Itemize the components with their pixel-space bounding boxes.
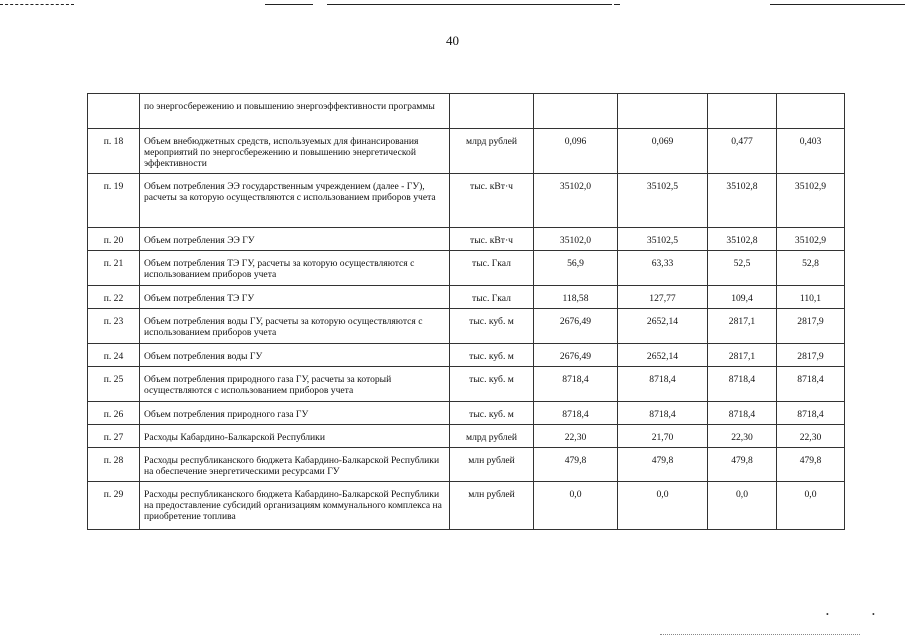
value-cell: 479,8	[708, 448, 777, 482]
value-cell: 127,77	[618, 286, 708, 309]
value-cell: 35102,8	[708, 228, 777, 251]
table-row	[88, 174, 845, 228]
page-number: 40	[446, 33, 459, 48]
header-rule	[614, 4, 620, 5]
value-cell: 35102,9	[777, 228, 845, 251]
unit-cell: тыс. кВт·ч	[450, 174, 534, 228]
table-row	[88, 251, 845, 286]
value-cell: 35102,8	[708, 174, 777, 228]
value-cell: 52,5	[708, 251, 777, 286]
row-number-cell: п. 22	[88, 286, 140, 309]
value-cell: 8718,4	[618, 367, 708, 402]
value-cell: 35102,9	[777, 174, 845, 228]
value-cell: 22,30	[777, 425, 845, 448]
value-cell: 0,0	[618, 482, 708, 530]
value-cell: 0,0	[534, 482, 618, 530]
value-cell: 110,1	[777, 286, 845, 309]
indicator-name-cell: Объем потребления воды ГУ, расчеты за которую осуществляются с использованием приборов учета	[140, 309, 450, 344]
unit-cell: млн рублей	[450, 482, 534, 530]
unit-cell: тыс. куб. м	[450, 309, 534, 344]
value-cell	[777, 94, 845, 129]
footer-rule	[660, 634, 860, 635]
value-cell: 8718,4	[777, 402, 845, 425]
row-number-cell: п. 24	[88, 344, 140, 367]
header-rule	[0, 4, 74, 5]
row-number-cell: п. 27	[88, 425, 140, 448]
row-number-cell: п. 28	[88, 448, 140, 482]
row-number-cell: п. 23	[88, 309, 140, 344]
value-cell: 2817,1	[708, 309, 777, 344]
value-cell: 52,8	[777, 251, 845, 286]
row-number-cell: п. 19	[88, 174, 140, 228]
value-cell: 2676,49	[534, 344, 618, 367]
row-number-cell: п. 25	[88, 367, 140, 402]
unit-cell: тыс. куб. м	[450, 402, 534, 425]
row-number-cell: п. 18	[88, 129, 140, 174]
indicator-name-cell: Объем потребления ТЭ ГУ, расчеты за которую осуществляются с использованием приборов учета	[140, 251, 450, 286]
table-row	[88, 402, 845, 425]
unit-cell: тыс. куб. м	[450, 344, 534, 367]
table-row	[88, 129, 845, 174]
indicator-name-cell: Расходы Кабардино-Балкарской Республики	[140, 425, 450, 448]
value-cell: 22,30	[534, 425, 618, 448]
value-cell: 0,096	[534, 129, 618, 174]
value-cell: 63,33	[618, 251, 708, 286]
table-row	[88, 344, 845, 367]
table-row	[88, 448, 845, 482]
scan-speck: •	[872, 610, 875, 619]
unit-cell: тыс. кВт·ч	[450, 228, 534, 251]
table-row	[88, 309, 845, 344]
table-row	[88, 228, 845, 251]
unit-cell: тыс. Гкал	[450, 251, 534, 286]
value-cell	[708, 94, 777, 129]
value-cell	[534, 94, 618, 129]
row-number-cell	[88, 94, 140, 129]
table-row	[88, 94, 845, 129]
value-cell: 8718,4	[618, 402, 708, 425]
header-rule	[327, 4, 612, 5]
value-cell: 2676,49	[534, 309, 618, 344]
indicator-name-cell: Объем потребления природного газа ГУ	[140, 402, 450, 425]
unit-cell: млрд рублей	[450, 129, 534, 174]
table-row	[88, 286, 845, 309]
indicator-name-cell: Объем потребления ТЭ ГУ	[140, 286, 450, 309]
value-cell: 118,58	[534, 286, 618, 309]
header-rule	[770, 4, 905, 5]
value-cell: 21,70	[618, 425, 708, 448]
value-cell: 0,069	[618, 129, 708, 174]
unit-cell: тыс. Гкал	[450, 286, 534, 309]
value-cell: 479,8	[777, 448, 845, 482]
row-number-cell: п. 21	[88, 251, 140, 286]
value-cell: 479,8	[534, 448, 618, 482]
scan-speck: •	[826, 610, 829, 619]
value-cell: 35102,0	[534, 228, 618, 251]
indicator-name-cell: по энергосбережению и повышению энергоэффективности программы	[140, 94, 450, 129]
value-cell: 2817,9	[777, 344, 845, 367]
row-number-cell: п. 29	[88, 482, 140, 530]
value-cell: 2652,14	[618, 344, 708, 367]
value-cell: 35102,5	[618, 228, 708, 251]
table-row	[88, 425, 845, 448]
indicators-table	[87, 93, 845, 530]
header-rule	[265, 4, 313, 5]
value-cell: 8718,4	[777, 367, 845, 402]
value-cell: 0,0	[708, 482, 777, 530]
indicator-name-cell: Объем потребления ЭЭ государственным учреждением (далее - ГУ), расчеты за которую осуществляются с использованием приборов учета	[140, 174, 450, 228]
row-number-cell: п. 20	[88, 228, 140, 251]
indicator-name-cell: Объем потребления воды ГУ	[140, 344, 450, 367]
value-cell: 35102,5	[618, 174, 708, 228]
value-cell: 2652,14	[618, 309, 708, 344]
indicator-name-cell: Объем потребления природного газа ГУ, расчеты за который осуществляются с использованием приборов учета	[140, 367, 450, 402]
value-cell: 2817,9	[777, 309, 845, 344]
indicator-name-cell: Расходы республиканского бюджета Кабардино-Балкарской Республики на обеспечение энергетическими ресурсами ГУ	[140, 448, 450, 482]
value-cell: 0,477	[708, 129, 777, 174]
value-cell: 0,0	[777, 482, 845, 530]
value-cell: 8718,4	[708, 367, 777, 402]
value-cell	[618, 94, 708, 129]
value-cell: 8718,4	[534, 402, 618, 425]
unit-cell	[450, 94, 534, 129]
indicator-name-cell: Объем внебюджетных средств, используемых для финансирования мероприятий по энергосбережению и повышению энергетической эффективности	[140, 129, 450, 174]
value-cell: 2817,1	[708, 344, 777, 367]
table-row	[88, 482, 845, 530]
value-cell: 479,8	[618, 448, 708, 482]
row-number-cell: п. 26	[88, 402, 140, 425]
indicator-name-cell: Расходы республиканского бюджета Кабардино-Балкарской Республики на предоставление субсидий организациям коммунального комплекса на приобретение топлива	[140, 482, 450, 530]
unit-cell: млн рублей	[450, 448, 534, 482]
value-cell: 22,30	[708, 425, 777, 448]
table-row	[88, 367, 845, 402]
value-cell: 0,403	[777, 129, 845, 174]
value-cell: 35102,0	[534, 174, 618, 228]
unit-cell: тыс. куб. м	[450, 367, 534, 402]
value-cell: 8718,4	[534, 367, 618, 402]
value-cell: 56,9	[534, 251, 618, 286]
indicator-name-cell: Объем потребления ЭЭ ГУ	[140, 228, 450, 251]
table-body	[88, 94, 845, 530]
value-cell: 8718,4	[708, 402, 777, 425]
unit-cell: млрд рублей	[450, 425, 534, 448]
value-cell: 109,4	[708, 286, 777, 309]
